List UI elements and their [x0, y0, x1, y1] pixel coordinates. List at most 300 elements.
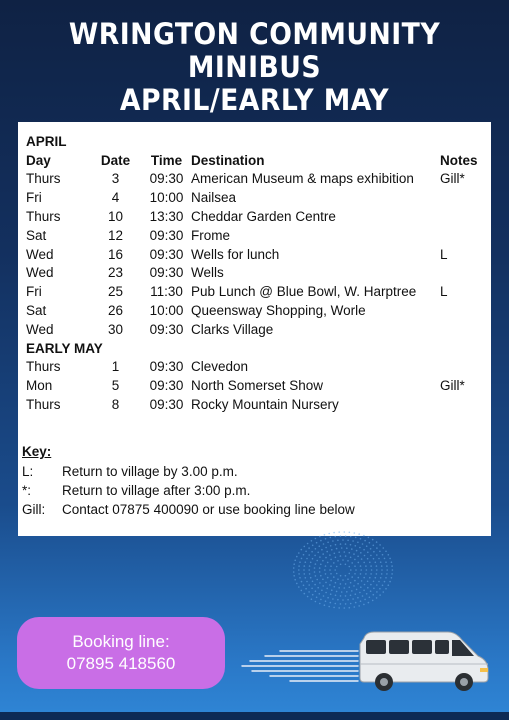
cell-time: 09:30	[149, 321, 184, 337]
dot	[386, 565, 388, 567]
dot	[336, 566, 338, 568]
dot	[322, 585, 324, 587]
dot	[330, 565, 332, 567]
dot	[298, 569, 300, 571]
dot	[359, 592, 361, 594]
dot	[347, 599, 349, 601]
dot	[321, 590, 323, 592]
may-rows	[26, 358, 490, 414]
dot	[364, 555, 366, 557]
dot	[316, 579, 318, 581]
dot	[312, 594, 314, 596]
dot	[316, 560, 318, 562]
dot	[350, 544, 352, 546]
dot	[332, 540, 334, 542]
booking-line-badge[interactable]	[17, 617, 225, 689]
cell-day: Fri	[26, 284, 42, 300]
cell-destination: American Museum & maps exhibition	[191, 171, 414, 187]
dot	[338, 607, 340, 609]
dot	[333, 607, 335, 609]
dot	[308, 547, 310, 549]
dot	[335, 595, 337, 597]
dot	[367, 581, 369, 583]
dot	[350, 603, 352, 605]
key-symbol: Gill:	[22, 502, 46, 517]
cell-day: Thurs	[26, 397, 61, 413]
section-heading-april	[26, 132, 490, 151]
dot	[324, 569, 326, 571]
dot	[351, 590, 353, 592]
cell-notes: L	[440, 246, 448, 262]
cell-date: 12	[107, 227, 124, 243]
cell-notes	[440, 207, 490, 226]
speed-lines-icon	[240, 645, 360, 690]
table-row	[26, 358, 490, 377]
dot	[293, 563, 295, 565]
dot	[360, 586, 362, 588]
dot	[369, 577, 371, 579]
dot	[379, 551, 381, 553]
dot	[382, 585, 384, 587]
dot	[305, 577, 307, 579]
cell-notes: Gill*	[440, 378, 465, 394]
dot	[347, 560, 349, 562]
dot	[303, 585, 305, 587]
dot	[381, 569, 383, 571]
dot	[370, 548, 372, 550]
header-day: Day	[26, 152, 51, 168]
dot	[334, 586, 336, 588]
dot	[345, 555, 347, 557]
dot	[349, 566, 351, 568]
dot	[293, 567, 295, 569]
dot	[301, 590, 303, 592]
dot	[312, 581, 314, 583]
cell-notes: L	[440, 284, 448, 300]
dot	[373, 581, 375, 583]
dot	[375, 562, 377, 564]
dot	[340, 564, 342, 566]
dot	[386, 569, 388, 571]
dot	[360, 565, 362, 567]
dot	[345, 583, 347, 585]
dot	[360, 569, 362, 571]
dot	[314, 571, 316, 573]
cell-notes	[440, 395, 490, 414]
dot	[310, 577, 312, 579]
dot	[360, 573, 362, 575]
dot	[311, 598, 313, 600]
dot	[296, 583, 298, 585]
dot	[379, 544, 381, 546]
dot	[315, 538, 317, 540]
dot	[316, 542, 318, 544]
dot	[376, 584, 378, 586]
dot	[340, 535, 342, 537]
dot	[349, 587, 351, 589]
dot	[314, 584, 316, 586]
schedule-panel	[18, 122, 491, 536]
dot	[351, 562, 353, 564]
dot	[325, 557, 327, 559]
dot	[294, 579, 296, 581]
cell-destination: North Somerset Show	[191, 378, 324, 394]
dot	[303, 554, 305, 556]
dot	[380, 577, 382, 579]
dot	[391, 577, 393, 579]
dot	[380, 561, 382, 563]
dot	[376, 541, 378, 543]
dot	[319, 556, 321, 558]
dot	[338, 551, 340, 553]
dot	[346, 591, 348, 593]
dot	[330, 545, 332, 547]
dot	[366, 593, 368, 595]
dot	[330, 593, 332, 595]
cell-date: 10	[107, 209, 124, 225]
dot	[383, 547, 385, 549]
dot	[379, 594, 381, 596]
cell-day: Thurs	[26, 359, 61, 375]
dot	[362, 595, 364, 597]
dot	[385, 561, 387, 563]
dot	[349, 607, 351, 609]
dot	[309, 565, 311, 567]
dot	[306, 558, 308, 560]
table-row	[26, 395, 490, 414]
table-row	[26, 264, 490, 283]
dot	[367, 587, 369, 589]
dot	[381, 573, 383, 575]
cell-destination: Rocky Mountain Nursery	[191, 397, 339, 413]
dot	[344, 551, 346, 553]
dot	[312, 545, 314, 547]
dot	[327, 597, 329, 599]
cell-destination: Wells	[191, 265, 224, 281]
dot	[328, 606, 330, 608]
dot	[364, 540, 366, 542]
cell-time: 09:30	[149, 397, 184, 413]
key-heading: Key:	[22, 444, 52, 459]
dot	[309, 573, 311, 575]
title-line-1: WRINGTON COMMUNITY MINIBUS	[68, 17, 441, 84]
dot	[355, 545, 357, 547]
table-row	[26, 245, 490, 264]
key-text: Return to village after 3:00 p.m.	[62, 483, 251, 498]
dot	[383, 591, 385, 593]
dot	[320, 599, 322, 601]
booking-phone[interactable]: 07895 418560	[66, 654, 176, 673]
dot	[358, 605, 360, 607]
dot	[360, 552, 362, 554]
dot	[308, 569, 310, 571]
dot	[378, 581, 380, 583]
dot	[370, 565, 372, 567]
dot	[354, 606, 356, 608]
dot	[308, 554, 310, 556]
dot	[306, 581, 308, 583]
dot	[344, 587, 346, 589]
dot	[332, 598, 334, 600]
dot	[340, 583, 342, 585]
cell-time: 11:30	[150, 284, 183, 300]
dot	[357, 542, 359, 544]
cell-date: 26	[107, 303, 124, 319]
dot	[335, 544, 337, 546]
dot	[367, 552, 369, 554]
dot	[357, 583, 359, 585]
dot	[338, 531, 340, 533]
key-legend	[22, 444, 355, 519]
cell-date: 30	[107, 321, 124, 337]
dot	[325, 547, 327, 549]
cell-time: 09:30	[149, 227, 184, 243]
dot	[327, 577, 329, 579]
cell-notes	[440, 301, 490, 320]
cell-time: 10:00	[149, 190, 184, 206]
dot	[371, 569, 373, 571]
dot	[311, 588, 313, 590]
cell-destination: Pub Lunch @ Blue Bowl, W. Harptree	[191, 284, 417, 300]
key-row-star	[22, 481, 355, 500]
table-row	[26, 320, 490, 339]
dot	[326, 551, 328, 553]
dot	[347, 578, 349, 580]
dot	[351, 576, 353, 578]
cell-day: Sat	[26, 303, 47, 319]
minibus-icon	[356, 628, 492, 692]
dot	[307, 543, 309, 545]
cell-destination: Queensway Shopping, Worle	[191, 303, 366, 319]
dot	[323, 543, 325, 545]
bottom-bar	[0, 712, 509, 720]
dot	[357, 556, 359, 558]
dot	[299, 561, 301, 563]
dot	[296, 556, 298, 558]
dot	[298, 573, 300, 575]
dot	[333, 576, 335, 578]
dot	[336, 573, 338, 575]
dot	[335, 557, 337, 559]
dot	[376, 597, 378, 599]
section-label: APRIL	[26, 133, 67, 149]
dot	[367, 558, 369, 560]
dot	[364, 584, 366, 586]
dot	[315, 563, 317, 565]
dot	[307, 596, 309, 598]
dot	[335, 603, 337, 605]
dot	[319, 593, 321, 595]
dot	[327, 562, 329, 564]
cell-time: 13:30	[149, 209, 184, 225]
dot	[392, 569, 394, 571]
dot	[355, 569, 357, 571]
section-label: EARLY MAY	[26, 340, 103, 356]
dot	[333, 562, 335, 564]
cell-time: 10:00	[149, 303, 184, 319]
cell-date: 4	[111, 190, 120, 206]
dot	[373, 551, 375, 553]
dot	[347, 540, 349, 542]
dot	[365, 573, 367, 575]
dot	[298, 552, 300, 554]
poster-title	[20, 18, 488, 117]
table-row	[26, 188, 490, 207]
dot	[363, 535, 365, 537]
key-text: Contact 07875 400090 or use booking line below	[62, 502, 355, 517]
dot	[337, 599, 339, 601]
section-heading-may	[26, 339, 490, 358]
dot	[355, 537, 357, 539]
dot	[319, 545, 321, 547]
cell-destination: Cheddar Garden Centre	[191, 209, 336, 225]
dot	[325, 592, 327, 594]
dot	[294, 560, 296, 562]
cell-time: 09:30	[149, 265, 184, 281]
dot	[376, 591, 378, 593]
dot	[378, 558, 380, 560]
table-row	[26, 301, 490, 320]
header-date: Date	[100, 152, 131, 168]
cell-date: 3	[111, 171, 120, 187]
dot	[325, 565, 327, 567]
dot	[384, 558, 386, 560]
dot	[356, 589, 358, 591]
dot	[363, 604, 365, 606]
dot	[349, 573, 351, 575]
dot	[319, 571, 321, 573]
dot	[391, 573, 393, 575]
dot	[350, 595, 352, 597]
dot	[368, 602, 370, 604]
dot	[311, 540, 313, 542]
dot	[325, 582, 327, 584]
dot	[312, 558, 314, 560]
dot	[329, 554, 331, 556]
dot	[342, 579, 344, 581]
dot	[382, 554, 384, 556]
dot	[335, 536, 337, 538]
schedule-table	[26, 132, 490, 414]
key-row-gill	[22, 500, 355, 519]
dot	[351, 548, 353, 550]
dot	[349, 552, 351, 554]
cell-date: 8	[111, 397, 120, 413]
dot	[345, 535, 347, 537]
cell-notes: Gill*	[440, 171, 465, 187]
dot	[352, 598, 354, 600]
cell-notes	[440, 358, 490, 377]
cell-date: 5	[111, 378, 120, 394]
dot	[345, 564, 347, 566]
cell-destination: Frome	[191, 227, 231, 243]
dot	[341, 547, 343, 549]
dot	[337, 560, 339, 562]
dot	[370, 590, 372, 592]
cell-time: 09:30	[149, 359, 184, 375]
dot	[324, 604, 326, 606]
dot	[336, 591, 338, 593]
dot	[326, 588, 328, 590]
dot	[391, 561, 393, 563]
dot	[350, 582, 352, 584]
dot	[305, 561, 307, 563]
dot	[344, 607, 346, 609]
dot	[317, 552, 319, 554]
dot	[373, 558, 375, 560]
dot	[386, 573, 388, 575]
cell-day: Thurs	[26, 209, 61, 225]
dot	[344, 531, 346, 533]
dot	[361, 558, 363, 560]
dot	[298, 565, 300, 567]
dot	[354, 565, 356, 567]
dot	[315, 575, 317, 577]
cell-time: 09:30	[149, 246, 184, 262]
dot	[325, 538, 327, 540]
dot	[305, 551, 307, 553]
dot	[330, 537, 332, 539]
dot	[315, 548, 317, 550]
dot	[363, 562, 365, 564]
dot	[385, 551, 387, 553]
dot	[373, 545, 375, 547]
cell-day: Thurs	[26, 171, 61, 187]
dot	[345, 575, 347, 577]
dot	[355, 593, 357, 595]
dot	[376, 569, 378, 571]
dot	[363, 590, 365, 592]
dot	[314, 567, 316, 569]
dot	[370, 584, 372, 586]
table-row	[26, 282, 490, 301]
dot	[350, 557, 352, 559]
dot	[354, 580, 356, 582]
dot	[389, 581, 391, 583]
cell-day: Wed	[26, 265, 54, 281]
dot	[376, 554, 378, 556]
table-row	[26, 170, 490, 189]
key-row-l	[22, 462, 355, 481]
dot	[369, 597, 371, 599]
dot	[308, 584, 310, 586]
dot	[366, 545, 368, 547]
dot	[328, 533, 330, 535]
dot	[376, 573, 378, 575]
title-line-2: APRIL/EARLY MAY	[119, 83, 390, 117]
table-row	[26, 226, 490, 245]
dot	[346, 547, 348, 549]
cell-notes	[440, 264, 490, 283]
dot	[340, 555, 342, 557]
cell-day: Sat	[26, 227, 47, 243]
cell-notes	[440, 188, 490, 207]
dot	[354, 532, 356, 534]
dot	[335, 582, 337, 584]
dot	[324, 534, 326, 536]
cell-notes	[440, 320, 490, 339]
dot	[359, 547, 361, 549]
dot	[381, 565, 383, 567]
dot	[364, 599, 366, 601]
dot-pattern-decoration	[288, 530, 398, 610]
booking-label: Booking line:	[72, 632, 170, 651]
dot	[388, 584, 390, 586]
dot	[314, 555, 316, 557]
dot	[340, 595, 342, 597]
dot	[354, 559, 356, 561]
dot	[376, 565, 378, 567]
